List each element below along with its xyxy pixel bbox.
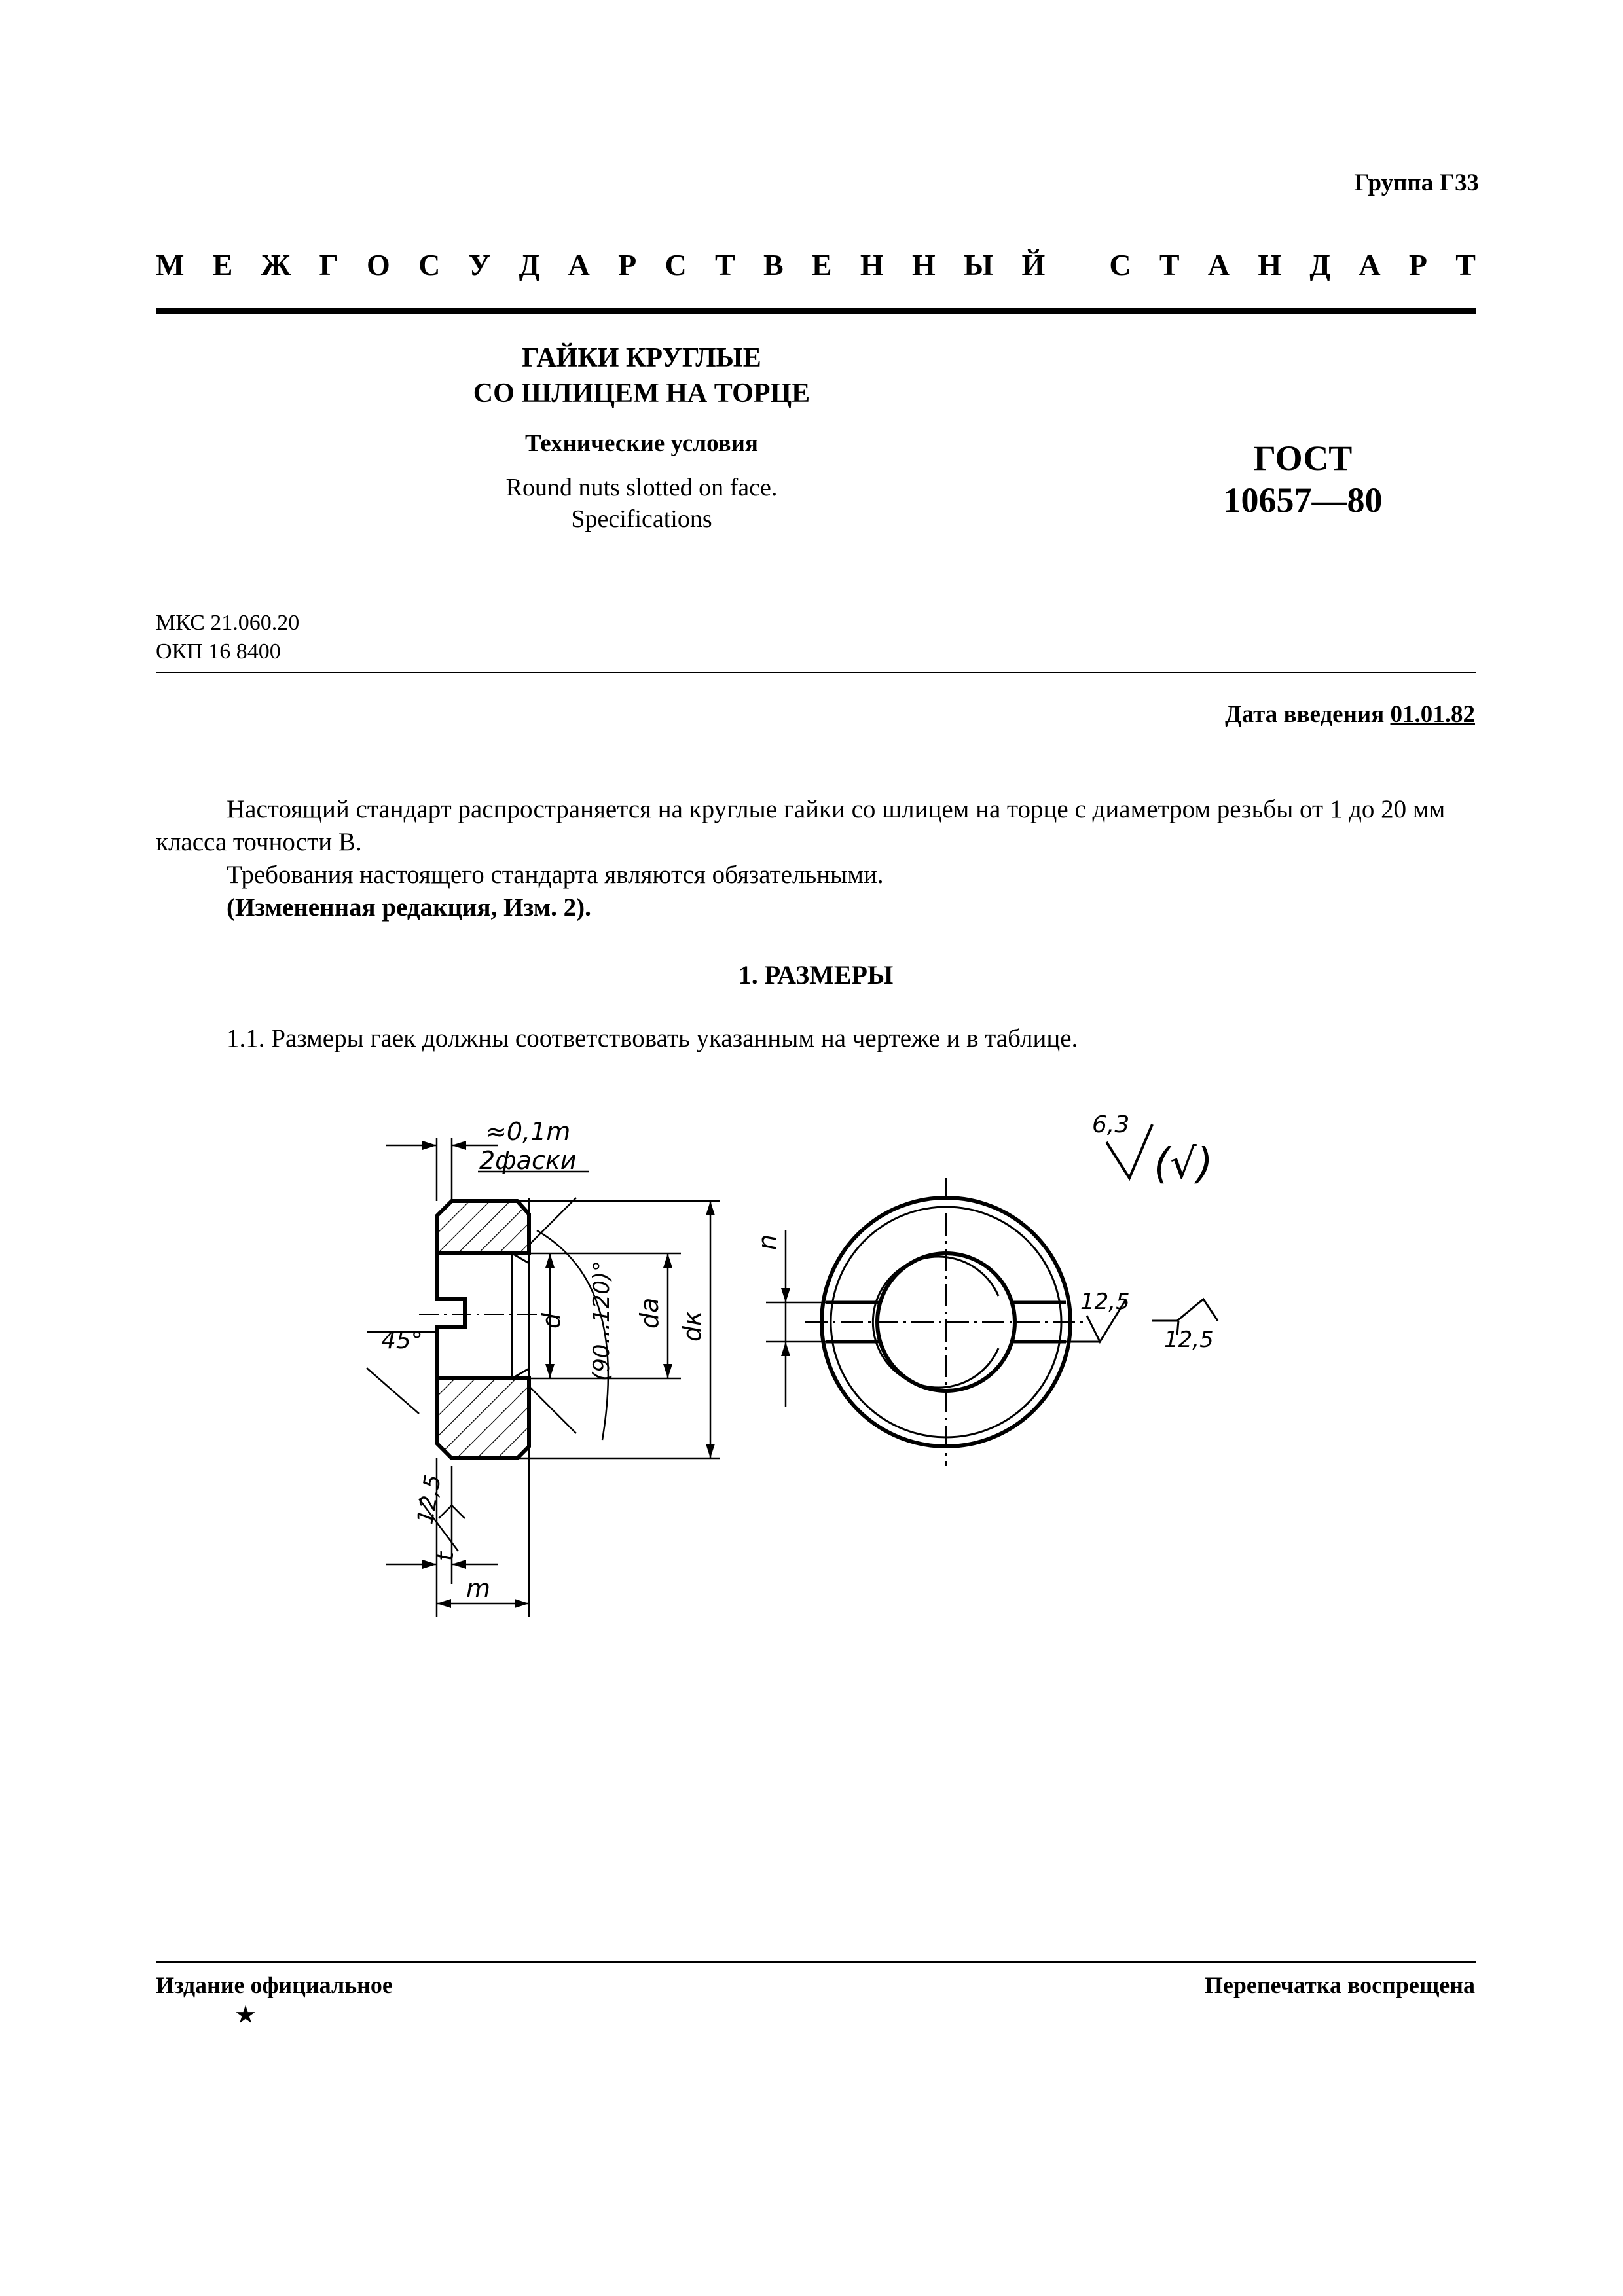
angle-label: 45° [381, 1327, 423, 1354]
dimensions-paragraph: 1.1. Размеры гаек должны соответствовать указанным на чертеже и в таблице. [227, 1024, 1078, 1052]
banner-letter: У [468, 248, 491, 281]
dim-m-label: m [466, 1574, 491, 1603]
banner-letter: В [763, 248, 784, 281]
banner-letter: С [1109, 248, 1131, 281]
date-value: 01.01.82 [1390, 701, 1475, 728]
footer-star: ★ [234, 2001, 257, 2029]
footer-official-edition: Издание официальное [156, 1972, 393, 1998]
scope-paragraph: Настоящий стандарт распространяется на круглые гайки со шлицем на торце с диаметром резьбы от 1 до 20 мм класса точности В. [156, 795, 1446, 856]
section-view [419, 1201, 550, 1458]
dim-d-label: d [537, 1312, 566, 1329]
banner-letter: Р [1408, 248, 1427, 281]
cone-angle-label: (90...120)° [589, 1260, 615, 1381]
amendment-note: (Измененная редакция, Изм. 2). [227, 893, 591, 922]
banner-letter: Н [911, 248, 936, 281]
front-view [766, 1178, 1087, 1466]
footer-rule [156, 1961, 1476, 1963]
banner-letter: Д [519, 248, 540, 281]
banner-letter: М [156, 248, 185, 281]
roughness-left-label: 12,5 [412, 1473, 447, 1526]
banner-letter: А [568, 248, 590, 281]
english-title-line-2: Specifications [571, 505, 712, 533]
gost-label: ГОСТ [1253, 439, 1353, 478]
banner-letter: Т [714, 248, 735, 281]
banner-letter: С [418, 248, 441, 281]
banner-letter: Е [811, 248, 832, 281]
dim-t-label: t [432, 1551, 459, 1561]
banner-letter: Р [618, 248, 637, 281]
banner-letter: Т [1159, 248, 1180, 281]
section-dimensions [367, 1138, 720, 1617]
banner-letter: Ж [261, 248, 291, 281]
banner-letter: Й [1021, 248, 1046, 281]
banner-letter: Г [319, 248, 338, 281]
dim-dk-label: dк [678, 1310, 706, 1342]
dim-da-label: dа [635, 1297, 664, 1329]
banner-letter: А [1207, 248, 1230, 281]
title-line-1: ГАЙКИ КРУГЛЫЕ [522, 343, 761, 373]
english-title-line-1: Round nuts slotted on face. [505, 474, 778, 501]
footer-reprint-notice: Перепечатка воспрещена [1204, 1972, 1475, 1998]
chamfer-note-2: 2фаски [479, 1146, 577, 1175]
banner-letter: Н [860, 248, 884, 281]
gost-number: 10657—80 [1223, 480, 1383, 520]
banner-letter: Е [212, 248, 233, 281]
roughness-paren-label: (√) [1154, 1140, 1213, 1189]
roughness-right-label: 12,5 [1164, 1327, 1214, 1353]
chamfer-note-1: ≈0,1m [486, 1117, 571, 1146]
banner-letter: Н [1258, 248, 1282, 281]
banner-letter: Ы [964, 248, 994, 281]
okp-code: ОКП 16 8400 [156, 639, 281, 664]
title-line-2: СО ШЛИЦЕМ НА ТОРЦЕ [473, 378, 811, 408]
banner-letter: С [665, 248, 687, 281]
banner-letter: А [1359, 248, 1381, 281]
banner-letter: О [367, 248, 390, 281]
date-label: Дата введения [1225, 701, 1385, 728]
roughness-slot-label: 12,5 [1080, 1289, 1130, 1315]
title-subtitle: Технические условия [525, 430, 758, 457]
roughness-general-label: 6,3 [1092, 1111, 1130, 1138]
group-label: Группа Г33 [1354, 170, 1479, 196]
dim-n-label: n [753, 1234, 782, 1250]
requirements-paragraph: Требования настоящего стандарта являются обязательными. [227, 861, 884, 889]
mks-code: МКС 21.060.20 [156, 611, 300, 635]
section-title: 1. РАЗМЕРЫ [738, 960, 894, 990]
banner-letter: Т [1455, 248, 1476, 281]
banner-letter: Д [1309, 248, 1331, 281]
